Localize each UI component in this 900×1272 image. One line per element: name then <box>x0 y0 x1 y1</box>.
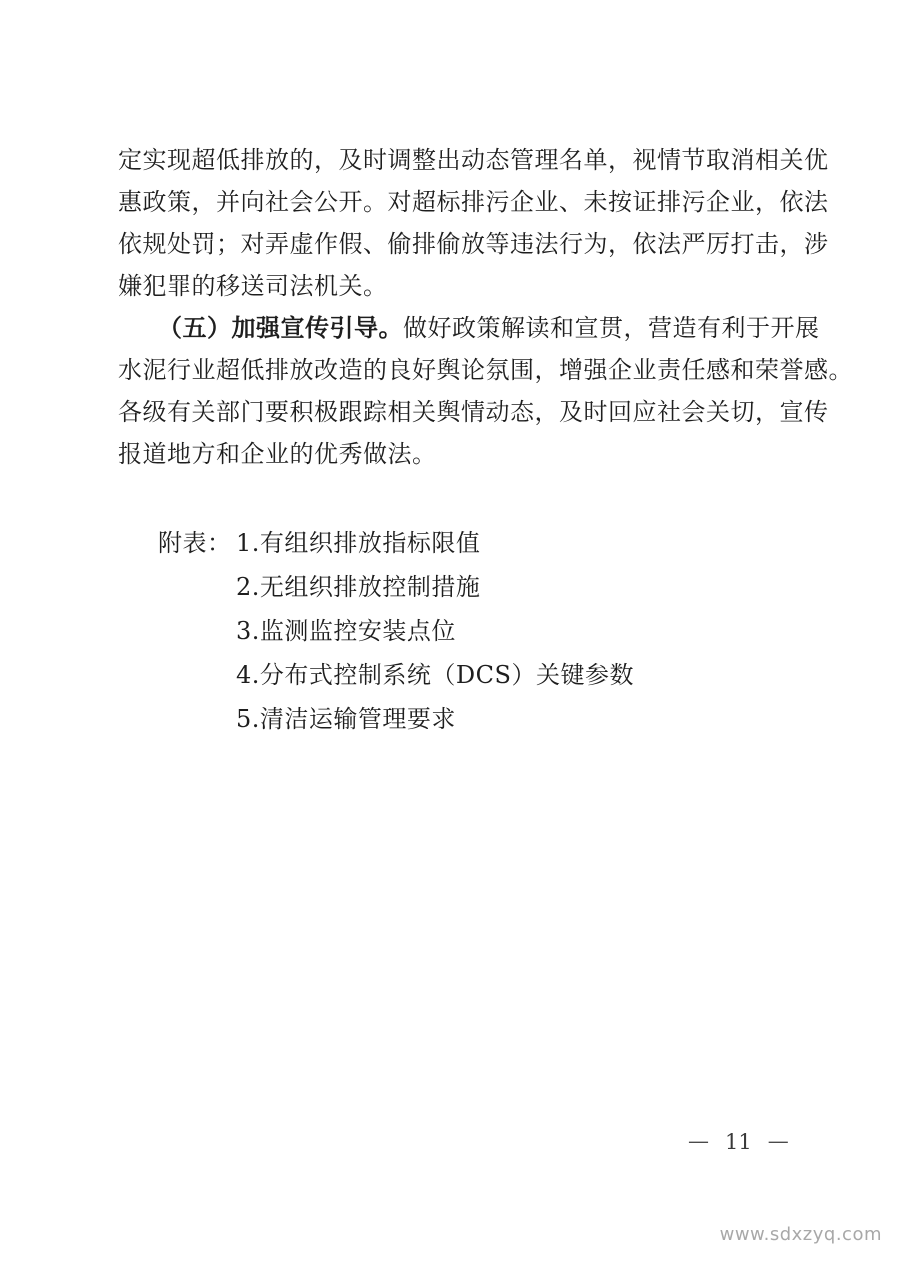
paragraph-line: 嫌犯罪的移送司法机关。 <box>118 272 388 300</box>
appendix-list <box>236 521 634 741</box>
section-heading-line <box>118 307 820 349</box>
paragraph-continued <box>118 139 829 307</box>
watermark: www.sdxzyq.com <box>719 1224 882 1245</box>
paragraph-line: 做好政策解读和宣贯，营造有利于开展 <box>403 314 820 342</box>
appendix-item: 2.无组织排放控制措施 <box>236 573 481 601</box>
body-text-block <box>118 139 853 475</box>
paragraph-section-five <box>118 349 853 475</box>
paragraph-line: 惠政策，并向社会公开。对超标排污企业、未按证排污企业，依法 <box>118 188 829 216</box>
appendix-label: 附表： <box>158 529 232 557</box>
page-number-value: 11 <box>725 1130 752 1154</box>
appendix-item: 1.有组织排放指标限值 <box>236 529 481 557</box>
paragraph-line: 报道地方和企业的优秀做法。 <box>118 440 437 468</box>
appendix-item: 5.清洁运输管理要求 <box>236 705 456 733</box>
appendix-item: 3.监测监控安装点位 <box>236 617 456 645</box>
paragraph-line: 水泥行业超低排放改造的良好舆论氛围，增强企业责任感和荣誉感。 <box>118 356 853 384</box>
paragraph-line: 各级有关部门要积极跟踪相关舆情动态，及时回应社会关切，宣传 <box>118 398 829 426</box>
paragraph-line: 依规处罚；对弄虚作假、偷排偷放等违法行为，依法严厉打击，涉 <box>118 230 829 258</box>
page-number-dash-left: — <box>688 1129 709 1153</box>
appendix-item: 4.分布式控制系统（DCS）关键参数 <box>236 661 634 689</box>
section-heading: （五）加强宣传引导。 <box>158 313 403 342</box>
paragraph-line: 定实现超低排放的，及时调整出动态管理名单，视情节取消相关优 <box>118 146 829 174</box>
page-number-dash-right: — <box>767 1129 789 1153</box>
page-number <box>688 1130 789 1154</box>
appendix-block <box>158 521 634 741</box>
